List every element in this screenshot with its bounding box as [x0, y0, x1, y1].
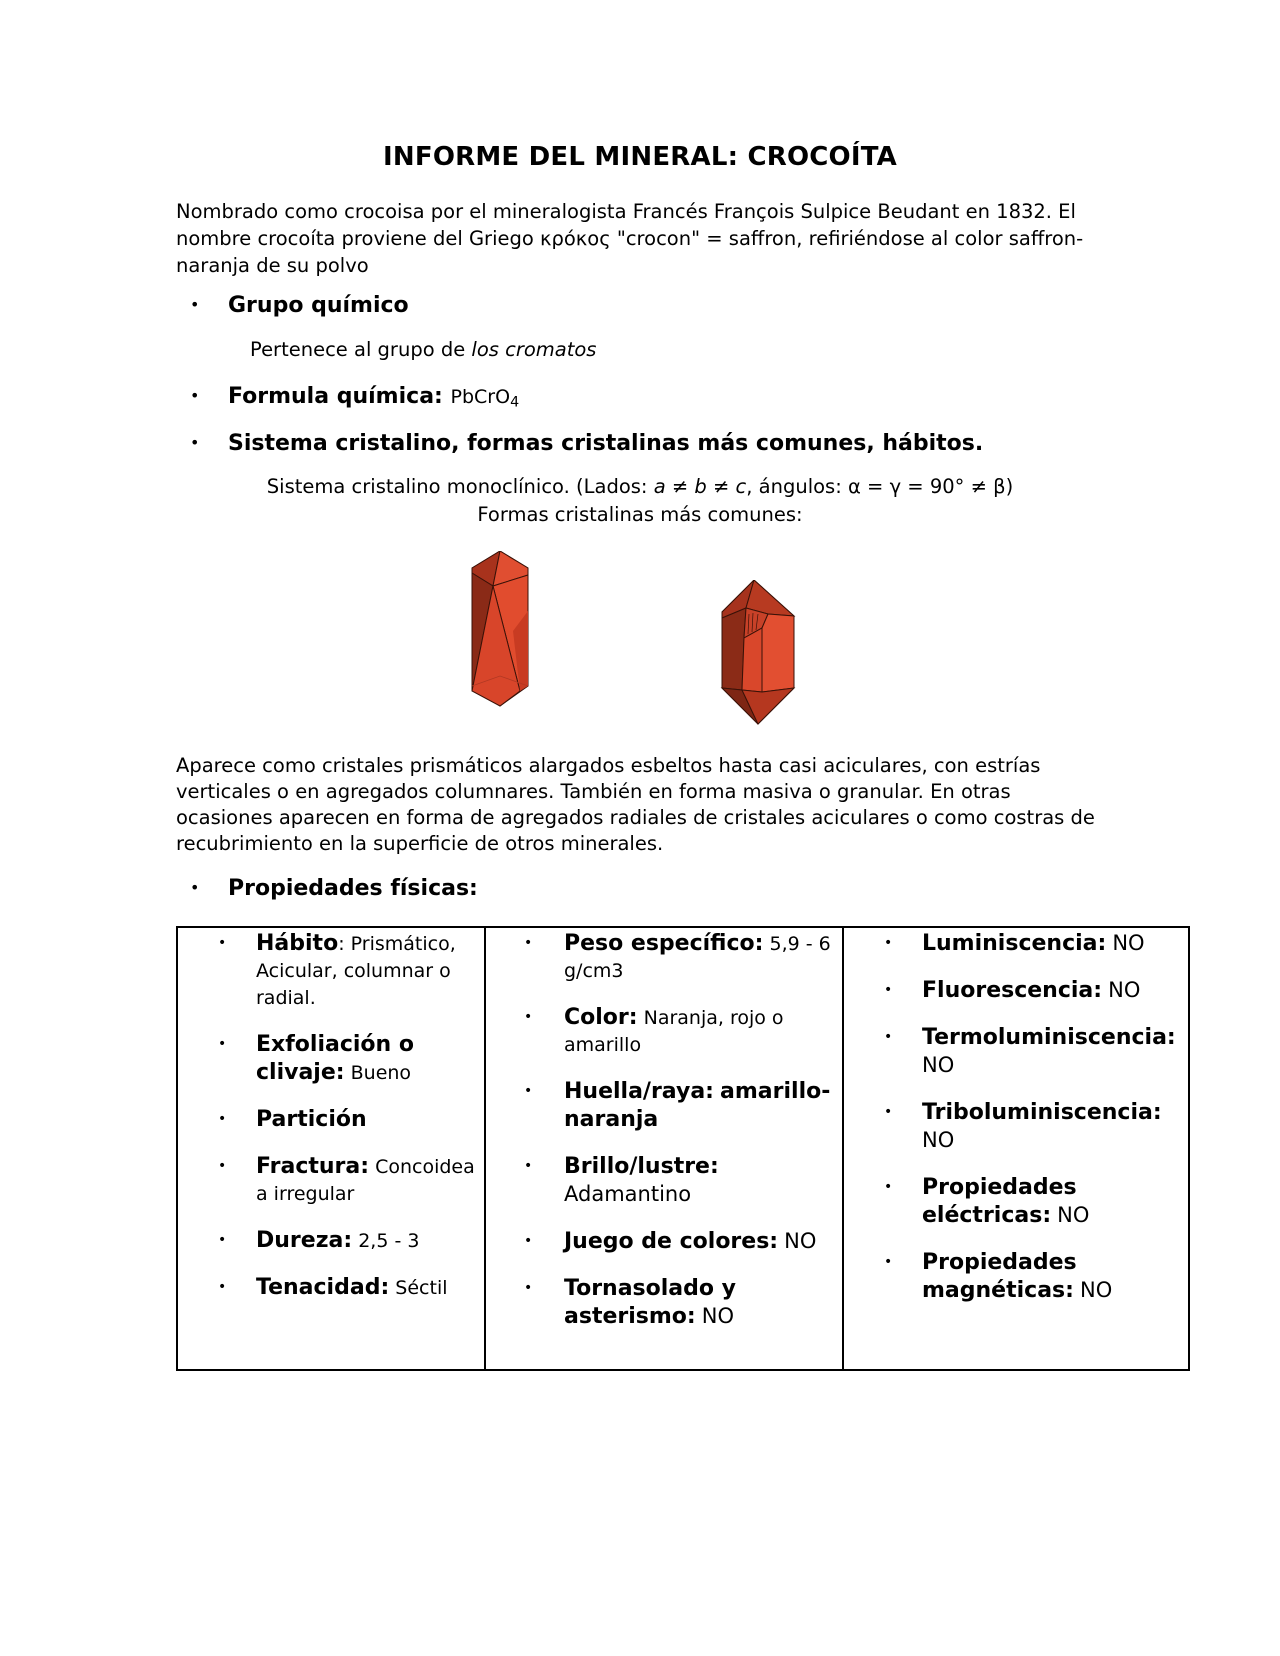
bullet-icon: •: [190, 294, 200, 314]
property-color: [486, 1004, 842, 1059]
property-value: NO: [1112, 931, 1145, 955]
property-magneticas: [844, 1249, 1188, 1305]
property-value: Prismático, Acicular, columnar o radial.: [256, 933, 456, 1009]
text: Sistema cristalino monoclínico. (Lados:: [266, 475, 654, 498]
section-heading: Grupo químico: [228, 293, 409, 318]
text: ≠: [665, 475, 695, 498]
intro-paragraph: Nombrado como crocoisa por el mineralogista Francés François Sulpice Beudant en 1832. El nombre crocoíta proviene del Griego κρόκος "crocon" = saffron, refiriéndose al color saffron-naranja de su polvo: [176, 200, 1084, 277]
property-tenacidad: [178, 1274, 484, 1302]
section-heading: Propiedades físicas:: [228, 876, 478, 901]
crystal-short-prismatic-image: [718, 580, 800, 726]
property-fractura: [178, 1153, 484, 1208]
property-key: Color:: [564, 1005, 638, 1030]
property-key: Fractura:: [256, 1154, 370, 1179]
property-value: NO: [701, 1304, 734, 1328]
property-tornasolado-asterismo: [486, 1275, 842, 1331]
habit-paragraph: Aparece como cristales prismáticos alargados esbeltos hasta casi aciculares, con estrías verticales o en agregados columnares. También en forma masiva o granular. En otras ocasiones aparecen en forma de agregados radiales de cristales aciculares o como costras de recubrimiento en la superficie de otros minerales.: [176, 754, 1095, 855]
property-key: Exfoliación o clivaje:: [256, 1032, 414, 1085]
property-exfoliacion: [178, 1031, 484, 1087]
formula-value: [450, 386, 520, 411]
separator: :: [338, 933, 351, 955]
property-value: amarillo-naranja: [564, 1079, 831, 1132]
property-key: Peso específico:: [564, 931, 764, 956]
property-electricas: [844, 1174, 1188, 1230]
property-huella-raya: [486, 1078, 842, 1134]
bullet-icon: •: [190, 432, 200, 452]
property-key: Propiedades eléctricas:: [922, 1175, 1077, 1228]
property-value: Bueno: [350, 1062, 412, 1084]
property-peso-especifico: [486, 930, 842, 985]
property-dureza: [178, 1227, 484, 1255]
property-value: NO: [1057, 1203, 1090, 1227]
property-key: Fluorescencia:: [922, 978, 1103, 1003]
text: ≠: [706, 475, 736, 498]
section-sistema-cristalino: [190, 431, 983, 456]
section-heading: Formula química:: [228, 384, 443, 409]
grupo-quimico-text: [250, 338, 596, 361]
property-value: Adamantino: [564, 1182, 692, 1206]
grupo-text-prefix: Pertenece al grupo de: [250, 338, 472, 361]
sistema-line-2: Formas cristalinas más comunes:: [477, 503, 803, 526]
property-value: Naranja, rojo o amarillo: [564, 1007, 784, 1056]
property-juego-de-colores: [486, 1228, 842, 1256]
property-key: Huella/raya:: [564, 1079, 714, 1104]
properties-column-3: [843, 927, 1189, 1370]
grupo-text-italic: los cromatos: [471, 338, 597, 361]
section-propiedades-fisicas: [190, 876, 478, 901]
property-value: NO: [1079, 1278, 1113, 1302]
property-fluorescencia: [844, 977, 1188, 1005]
property-value: 2,5 - 3: [358, 1230, 420, 1252]
var-b: b: [694, 475, 707, 498]
property-key: Termoluminiscencia:: [922, 1025, 1176, 1050]
property-value: Concoidea a irregular: [256, 1156, 475, 1205]
page-title: INFORME DEL MINERAL: CROCOÍTA: [383, 142, 897, 172]
property-value: NO: [784, 1229, 817, 1253]
property-particion: [178, 1106, 484, 1134]
physical-properties-table: [176, 926, 1190, 1371]
property-luminiscencia: [844, 930, 1188, 958]
var-a: a: [653, 475, 666, 498]
property-brillo-lustre: [486, 1153, 842, 1209]
section-grupo-quimico: [190, 293, 409, 318]
property-key: Tenacidad:: [256, 1275, 390, 1300]
property-value: NO: [1108, 978, 1141, 1002]
section-heading: Sistema cristalino, formas cristalinas más comunes, hábitos.: [228, 431, 984, 456]
property-key: Brillo/lustre:: [564, 1154, 719, 1179]
property-key: Triboluminiscencia:: [922, 1100, 1162, 1125]
bullet-icon: •: [190, 385, 200, 405]
formula-main: PbCrO: [450, 386, 511, 408]
crystal-prismatic-image: [468, 551, 532, 711]
formula-subscript: 4: [510, 394, 520, 411]
property-key: Hábito: [256, 931, 339, 956]
property-value: NO: [922, 1053, 955, 1077]
property-key: Luminiscencia:: [922, 931, 1107, 956]
section-formula-quimica: [190, 384, 519, 411]
property-habito: [178, 930, 484, 1012]
property-value: NO: [922, 1128, 955, 1152]
properties-column-2: [485, 927, 843, 1370]
property-value: 5,9 - 6 g/cm3: [564, 933, 831, 982]
property-key: Tornasolado y asterismo:: [564, 1276, 737, 1329]
property-triboluminiscencia: [844, 1099, 1188, 1155]
property-termoluminiscencia: [844, 1024, 1188, 1080]
property-key: Dureza:: [256, 1228, 353, 1253]
property-key: Juego de colores:: [564, 1229, 779, 1254]
var-c: c: [735, 475, 747, 498]
properties-column-1: [177, 927, 485, 1370]
text: , ángulos: α = γ = 90° ≠ β): [746, 475, 1014, 498]
bullet-icon: •: [190, 877, 200, 897]
property-key: Partición: [256, 1107, 367, 1132]
property-key: Propiedades magnéticas:: [922, 1250, 1077, 1303]
property-value: Séctil: [395, 1277, 448, 1299]
sistema-line-1: [0, 475, 1280, 498]
